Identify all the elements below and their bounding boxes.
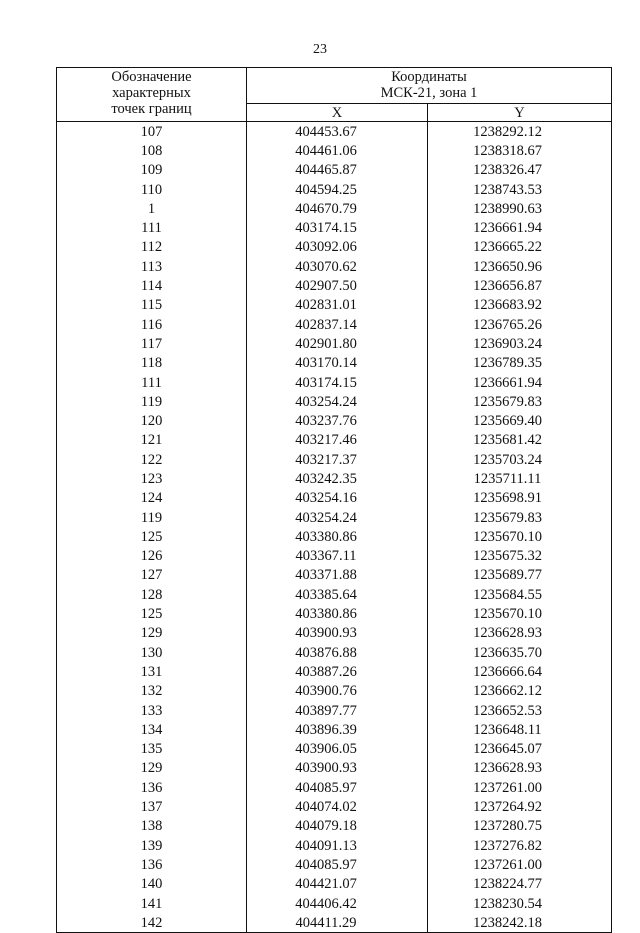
point-cell: 136	[57, 855, 247, 874]
x-cell: 403897.77	[247, 701, 428, 720]
point-cell: 111	[57, 373, 247, 392]
table-row	[57, 508, 612, 527]
table-row	[57, 566, 612, 585]
y-cell: 1236648.11	[428, 720, 612, 739]
point-cell: 136	[57, 778, 247, 797]
table-row	[57, 141, 612, 160]
x-cell: 404091.13	[247, 836, 428, 855]
header-x: X	[247, 104, 428, 122]
y-cell: 1237276.82	[428, 836, 612, 855]
y-cell: 1237264.92	[428, 797, 612, 816]
point-cell: 119	[57, 508, 247, 527]
y-cell: 1235670.10	[428, 604, 612, 623]
y-cell: 1238230.54	[428, 894, 612, 913]
x-cell: 403900.93	[247, 624, 428, 643]
table-row	[57, 411, 612, 430]
coordinates-table	[56, 67, 612, 933]
y-cell: 1238990.63	[428, 199, 612, 218]
y-cell: 1236656.87	[428, 276, 612, 295]
x-cell: 403092.06	[247, 238, 428, 257]
x-cell: 402907.50	[247, 276, 428, 295]
x-cell: 403380.86	[247, 527, 428, 546]
point-cell: 132	[57, 682, 247, 701]
point-cell: 108	[57, 141, 247, 160]
point-cell: 1	[57, 199, 247, 218]
table-row	[57, 257, 612, 276]
header-y: Y	[428, 104, 612, 122]
table-row	[57, 759, 612, 778]
y-cell: 1235669.40	[428, 411, 612, 430]
point-cell: 133	[57, 701, 247, 720]
x-cell: 404461.06	[247, 141, 428, 160]
point-cell: 141	[57, 894, 247, 913]
y-cell: 1236652.53	[428, 701, 612, 720]
point-cell: 117	[57, 334, 247, 353]
y-cell: 1236789.35	[428, 354, 612, 373]
table-row	[57, 276, 612, 295]
x-cell: 403896.39	[247, 720, 428, 739]
table-row	[57, 392, 612, 411]
x-cell: 403170.14	[247, 354, 428, 373]
x-cell: 402837.14	[247, 315, 428, 334]
y-cell: 1238242.18	[428, 913, 612, 933]
y-cell: 1236645.07	[428, 740, 612, 759]
x-cell: 403237.76	[247, 411, 428, 430]
point-cell: 111	[57, 218, 247, 237]
point-cell: 118	[57, 354, 247, 373]
table-row	[57, 180, 612, 199]
table-row	[57, 547, 612, 566]
page-number: 23	[313, 42, 327, 57]
y-cell: 1238743.53	[428, 180, 612, 199]
x-cell: 403876.88	[247, 643, 428, 662]
x-cell: 403371.88	[247, 566, 428, 585]
x-cell: 402901.80	[247, 334, 428, 353]
y-cell: 1236635.70	[428, 643, 612, 662]
x-cell: 404085.97	[247, 778, 428, 797]
table-row	[57, 122, 612, 142]
y-cell: 1238224.77	[428, 875, 612, 894]
y-cell: 1237261.00	[428, 778, 612, 797]
header-coordinates	[247, 68, 612, 104]
table-row	[57, 682, 612, 701]
x-cell: 403254.24	[247, 508, 428, 527]
y-cell: 1235679.83	[428, 392, 612, 411]
point-cell: 122	[57, 450, 247, 469]
table-row	[57, 604, 612, 623]
point-cell: 139	[57, 836, 247, 855]
x-cell: 403070.62	[247, 257, 428, 276]
point-cell: 113	[57, 257, 247, 276]
point-cell: 107	[57, 122, 247, 142]
point-cell: 116	[57, 315, 247, 334]
point-cell: 115	[57, 296, 247, 315]
x-cell: 404079.18	[247, 817, 428, 836]
table-row	[57, 199, 612, 218]
table-row	[57, 527, 612, 546]
x-cell: 404074.02	[247, 797, 428, 816]
x-cell: 404453.67	[247, 122, 428, 142]
y-cell: 1235675.32	[428, 547, 612, 566]
table-row	[57, 662, 612, 681]
y-cell: 1237261.00	[428, 855, 612, 874]
y-cell: 1237280.75	[428, 817, 612, 836]
x-cell: 404406.42	[247, 894, 428, 913]
point-cell: 121	[57, 431, 247, 450]
x-cell: 404670.79	[247, 199, 428, 218]
point-cell: 142	[57, 913, 247, 933]
table-row	[57, 875, 612, 894]
x-cell: 403242.35	[247, 469, 428, 488]
table-row	[57, 817, 612, 836]
point-cell: 123	[57, 469, 247, 488]
y-cell: 1235681.42	[428, 431, 612, 450]
table-row	[57, 624, 612, 643]
table-row	[57, 701, 612, 720]
x-cell: 402831.01	[247, 296, 428, 315]
x-cell: 403906.05	[247, 740, 428, 759]
point-cell: 112	[57, 238, 247, 257]
point-cell: 119	[57, 392, 247, 411]
point-cell: 140	[57, 875, 247, 894]
point-cell: 127	[57, 566, 247, 585]
y-cell: 1238318.67	[428, 141, 612, 160]
point-cell: 126	[57, 547, 247, 566]
table-row	[57, 894, 612, 913]
x-cell: 403254.24	[247, 392, 428, 411]
table-row	[57, 431, 612, 450]
table-row	[57, 585, 612, 604]
y-cell: 1236666.64	[428, 662, 612, 681]
point-cell: 134	[57, 720, 247, 739]
point-cell: 114	[57, 276, 247, 295]
point-cell: 130	[57, 643, 247, 662]
x-cell: 403254.16	[247, 489, 428, 508]
table-row	[57, 218, 612, 237]
table-row	[57, 469, 612, 488]
point-cell: 109	[57, 161, 247, 180]
y-cell: 1236665.22	[428, 238, 612, 257]
point-cell: 137	[57, 797, 247, 816]
y-cell: 1235670.10	[428, 527, 612, 546]
x-cell: 403367.11	[247, 547, 428, 566]
header-coordinates-line: МСК-21, зона 1	[380, 85, 478, 101]
table-row	[57, 643, 612, 662]
x-cell: 403900.93	[247, 759, 428, 778]
y-cell: 1236765.26	[428, 315, 612, 334]
header-designation-line: характерных	[112, 85, 191, 101]
table-row	[57, 836, 612, 855]
y-cell: 1235711.11	[428, 469, 612, 488]
x-cell: 403174.15	[247, 373, 428, 392]
point-cell: 124	[57, 489, 247, 508]
table-header	[57, 68, 612, 122]
point-cell: 138	[57, 817, 247, 836]
x-cell: 403900.76	[247, 682, 428, 701]
table-row	[57, 489, 612, 508]
table-body	[57, 122, 612, 933]
y-cell: 1236628.93	[428, 759, 612, 778]
y-cell: 1236662.12	[428, 682, 612, 701]
table-row	[57, 296, 612, 315]
table-row	[57, 720, 612, 739]
y-cell: 1235679.83	[428, 508, 612, 527]
x-cell: 403174.15	[247, 218, 428, 237]
y-cell: 1235698.91	[428, 489, 612, 508]
table-row	[57, 450, 612, 469]
point-cell: 110	[57, 180, 247, 199]
point-cell: 128	[57, 585, 247, 604]
y-cell: 1238326.47	[428, 161, 612, 180]
table-row	[57, 161, 612, 180]
x-cell: 403217.46	[247, 431, 428, 450]
x-cell: 404465.87	[247, 161, 428, 180]
table-row	[57, 778, 612, 797]
y-cell: 1238292.12	[428, 122, 612, 142]
point-cell: 129	[57, 759, 247, 778]
table-row	[57, 797, 612, 816]
x-cell: 403887.26	[247, 662, 428, 681]
y-cell: 1236628.93	[428, 624, 612, 643]
table-row	[57, 855, 612, 874]
point-cell: 129	[57, 624, 247, 643]
x-cell: 403380.86	[247, 604, 428, 623]
table-row	[57, 315, 612, 334]
table-row	[57, 740, 612, 759]
y-cell: 1236661.94	[428, 373, 612, 392]
x-cell: 403385.64	[247, 585, 428, 604]
table-row	[57, 354, 612, 373]
y-cell: 1235703.24	[428, 450, 612, 469]
table-row	[57, 913, 612, 933]
header-designation-line: точек границ	[111, 101, 192, 117]
x-cell: 404411.29	[247, 913, 428, 933]
point-cell: 135	[57, 740, 247, 759]
table-row	[57, 238, 612, 257]
y-cell: 1235689.77	[428, 566, 612, 585]
y-cell: 1236661.94	[428, 218, 612, 237]
y-cell: 1236650.96	[428, 257, 612, 276]
point-cell: 131	[57, 662, 247, 681]
x-cell: 404421.07	[247, 875, 428, 894]
header-point-designation	[57, 68, 247, 122]
point-cell: 125	[57, 604, 247, 623]
x-cell: 404085.97	[247, 855, 428, 874]
table-row	[57, 334, 612, 353]
y-cell: 1236903.24	[428, 334, 612, 353]
x-cell: 403217.37	[247, 450, 428, 469]
header-designation-line: Обозначение	[111, 69, 192, 85]
point-cell: 125	[57, 527, 247, 546]
header-coordinates-line: Координаты	[391, 69, 467, 85]
table-row	[57, 373, 612, 392]
y-cell: 1236683.92	[428, 296, 612, 315]
y-cell: 1235684.55	[428, 585, 612, 604]
point-cell: 120	[57, 411, 247, 430]
x-cell: 404594.25	[247, 180, 428, 199]
